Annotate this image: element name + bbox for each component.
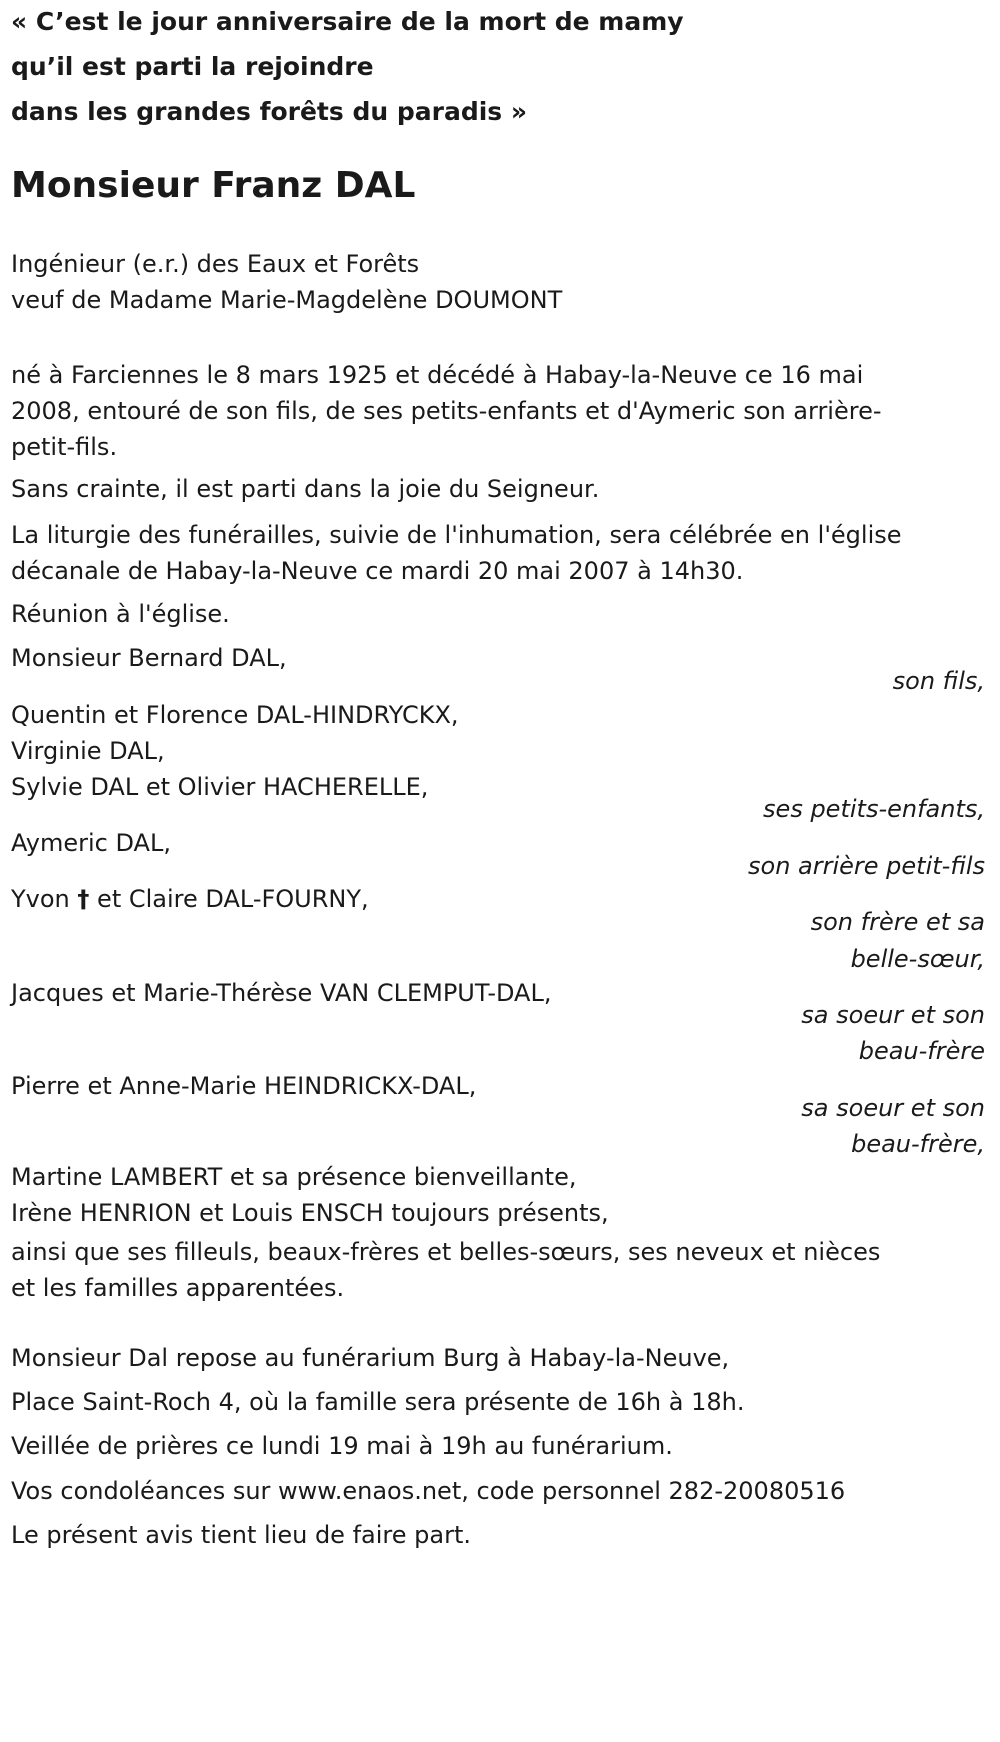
deceased-name: Monsieur Franz DAL (11, 165, 416, 206)
sister1-relation-line-1: sa soeur et son (801, 1001, 985, 1029)
quote-line-1: « C’est le jour anniversaire de la mort de mamy (11, 7, 684, 36)
liturgy-paragraph: La liturgie des funérailles, suivie de l'inhumation, sera célébrée en l'église décanale de Habay-la-Neuve ce mardi 20 mai 2007 à 14h30. (11, 521, 902, 585)
sister1-relation-line-2: beau-frère (858, 1037, 985, 1065)
grandchild-2: Virginie DAL, (11, 737, 165, 765)
sister2-relation-line-1: sa soeur et son (801, 1094, 985, 1122)
profession-line-2: veuf de Madame Marie-Magdelène DOUMONT (11, 286, 563, 314)
cross-icon: † (77, 885, 90, 913)
other-family-2: Irène HENRION et Louis ENSCH toujours présents, (11, 1199, 609, 1227)
brother-name-part1: Yvon (11, 885, 70, 913)
sister1-name: Jacques et Marie-Thérèse VAN CLEMPUT-DAL, (11, 979, 552, 1007)
brother-relation-line-2: belle-sœur, (850, 945, 985, 973)
address-text: Place Saint-Roch 4, où la famille sera présente de 16h à 18h. (11, 1388, 745, 1416)
notice-text: Le présent avis tient lieu de faire part. (11, 1521, 471, 1549)
grandchild-1: Quentin et Florence DAL-HINDRYCKX, (11, 701, 459, 729)
meeting-text: Réunion à l'église. (11, 600, 230, 628)
brother-name-part2: et Claire DAL-FOURNY, (97, 885, 369, 913)
son-name: Monsieur Bernard DAL, (11, 644, 287, 672)
great-grandson-relation: son arrière petit-fils (748, 852, 985, 880)
extended-family: ainsi que ses filleuls, beaux-frères et belles-sœurs, ses neveux et nièces et les familles apparentées. (11, 1238, 881, 1302)
other-family-1: Martine LAMBERT et sa présence bienveillante, (11, 1163, 577, 1191)
condolences-text: Vos condoléances sur www.enaos.net, code personnel 282-20080516 (11, 1477, 846, 1505)
grandchildren-relation: ses petits-enfants, (763, 795, 985, 823)
great-grandson-name: Aymeric DAL, (11, 829, 171, 857)
quote-line-3: dans les grandes forêts du paradis » (11, 97, 528, 126)
brother-relation-line-1: son frère et sa (810, 908, 985, 936)
brother-name (11, 884, 369, 914)
son-relation: son fils, (892, 667, 985, 695)
grandchild-3: Sylvie DAL et Olivier HACHERELLE, (11, 773, 429, 801)
sister2-relation-line-2: beau-frère, (851, 1130, 985, 1158)
quote-line-2: qu’il est parti la rejoindre (11, 52, 374, 81)
peace-text: Sans crainte, il est parti dans la joie du Seigneur. (11, 475, 600, 503)
profession-line-1: Ingénieur (e.r.) des Eaux et Forêts (11, 250, 420, 278)
birth-death-paragraph: né à Farciennes le 8 mars 1925 et décédé à Habay-la-Neuve ce 16 mai 2008, entouré de son fils, de ses petits-enfants et d'Aymeric son arrière-petit-fils. (11, 361, 882, 461)
sister2-name: Pierre et Anne-Marie HEINDRICKX-DAL, (11, 1072, 477, 1100)
vigil-text: Veillée de prières ce lundi 19 mai à 19h au funérarium. (11, 1432, 673, 1460)
repose-text: Monsieur Dal repose au funérarium Burg à Habay-la-Neuve, (11, 1344, 730, 1372)
